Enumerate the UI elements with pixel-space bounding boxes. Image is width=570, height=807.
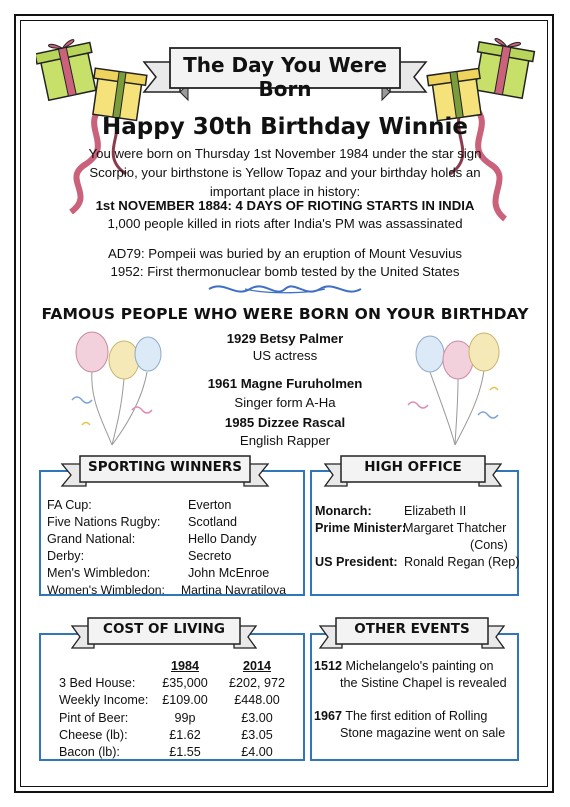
other-events-heading: OTHER EVENTS	[354, 621, 470, 637]
cost-now: £448.00	[234, 693, 280, 707]
president-value: Ronald Regan (Rep)	[404, 555, 520, 569]
sport-value: Hello Dandy	[188, 532, 257, 546]
sport-label: Five Nations Rugby:	[47, 515, 161, 529]
other-events-box	[310, 633, 519, 761]
balloons-left-icon	[62, 330, 172, 450]
event-text-cont: the Sistine Chapel is revealed	[340, 676, 507, 690]
famous-heading: FAMOUS PEOPLE WHO WERE BORN ON YOUR BIRTHDAY	[41, 305, 529, 323]
cost-now: £4.00	[241, 745, 273, 759]
high-office-heading: HIGH OFFICE	[364, 459, 462, 475]
event-year: 1967	[314, 709, 343, 723]
swirl-divider-icon	[205, 280, 365, 298]
col-header-1984: 1984	[170, 659, 200, 673]
cost-heading: COST OF LIVING	[103, 621, 225, 637]
sport-value: Secreto	[188, 549, 232, 563]
history-event-title: 1st NOVEMBER 1884: 4 DAYS OF RIOTING STARTS IN INDIA	[95, 198, 475, 213]
history-event-desc: 1,000 people killed in riots after India's PM was assassinated	[107, 216, 463, 231]
intro-paragraph	[40, 144, 530, 201]
balloons-right-icon	[400, 330, 510, 450]
sport-value: Everton	[188, 498, 232, 512]
birthday-headline: Happy 30th Birthday Winnie	[102, 114, 468, 140]
famous-person-desc: Singer form A-Ha	[234, 395, 336, 410]
event-year: 1512	[314, 659, 343, 673]
cost-now: £3.05	[241, 728, 273, 742]
president-label: US President:	[315, 555, 398, 569]
cost-then: £35,000	[162, 676, 208, 690]
cost-label: Cheese (lb):	[59, 728, 128, 742]
prime-minister-party: (Cons)	[470, 538, 508, 552]
monarch-value: Elizabeth II	[404, 504, 467, 518]
col-header-2014: 2014	[242, 659, 272, 673]
cost-then: £1.55	[169, 745, 201, 759]
event-item	[314, 709, 487, 723]
sport-label: FA Cup:	[47, 498, 92, 512]
cost-label: Bacon (lb):	[59, 745, 120, 759]
cost-label: Weekly Income:	[59, 693, 149, 707]
prime-minister-label: Prime Minister:	[315, 521, 406, 535]
famous-person-name: 1961 Magne Furuholmen	[207, 376, 363, 391]
title-banner-text: The Day You Were Born	[183, 53, 387, 101]
cost-now: £202, 972	[228, 676, 286, 690]
sport-value: Scotland	[188, 515, 238, 529]
intro-line: You were born on Thursday 1st November 1984 under the star sign	[88, 146, 482, 161]
cost-now: £3.00	[241, 711, 273, 725]
history-other-2: 1952: First thermonuclear bomb tested by the United States	[110, 264, 460, 279]
sport-label: Grand National:	[47, 532, 136, 546]
sport-value: Martina Navratilova	[181, 583, 286, 597]
famous-person-desc: English Rapper	[239, 433, 331, 448]
cost-label: 3 Bed House:	[59, 676, 136, 690]
event-text: Michelangelo's painting on	[345, 659, 494, 673]
sport-label: Women's Wimbledon:	[47, 583, 165, 597]
sport-label: Men's Wimbledon:	[47, 566, 151, 580]
famous-person-name: 1929 Betsy Palmer	[226, 331, 344, 346]
cost-label: Pint of Beer:	[59, 711, 129, 725]
event-item	[314, 659, 494, 673]
famous-person-name: 1985 Dizzee Rascal	[224, 415, 346, 430]
event-text: The first edition of Rolling	[345, 709, 488, 723]
intro-line: important place in history:	[209, 184, 361, 199]
prime-minister-value: Margaret Thatcher	[403, 521, 507, 535]
history-other-1: AD79: Pompeii was buried by an eruption of Mount Vesuvius	[107, 246, 463, 261]
cost-then: £109.00	[162, 693, 208, 707]
intro-line: Scorpio, your birthstone is Yellow Topaz and your birthday holds an	[89, 165, 481, 180]
famous-person-desc: US actress	[252, 348, 318, 363]
sporting-heading: SPORTING WINNERS	[87, 459, 243, 475]
sport-value: John McEnroe	[188, 566, 270, 580]
event-text-cont: Stone magazine went on sale	[340, 726, 506, 740]
cost-then: 99p	[174, 711, 196, 725]
sport-label: Derby:	[47, 549, 85, 563]
cost-then: £1.62	[169, 728, 201, 742]
monarch-label: Monarch:	[315, 504, 372, 518]
